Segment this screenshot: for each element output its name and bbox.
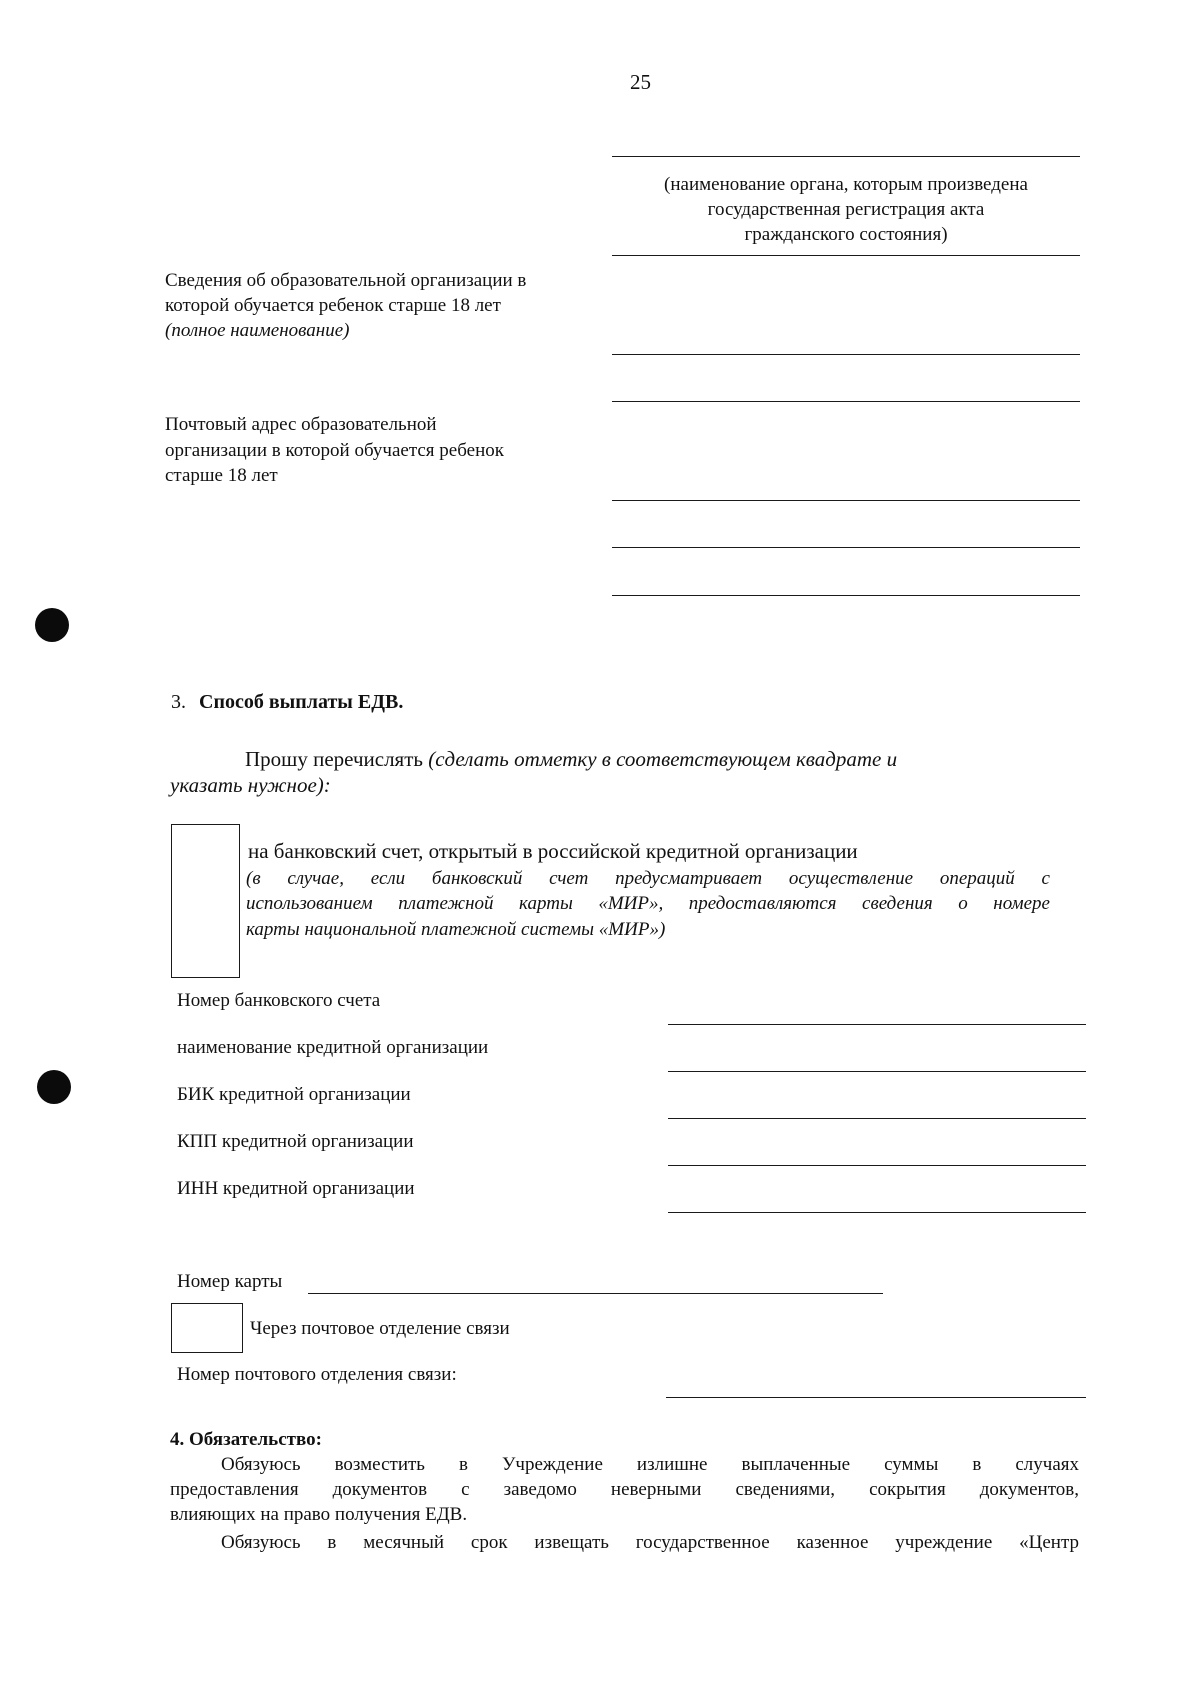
post-office-number-label: Номер почтового отделения связи:	[177, 1364, 457, 1385]
commitment-para1-line3: влияющих на право получения ЕДВ.	[170, 1504, 468, 1525]
payment-request-line-1	[245, 747, 897, 772]
education-org-label-3: (полное наименование)	[165, 320, 350, 341]
bank-card-note-2: использованием платежной карты «МИР», предоставляются сведения о номере	[246, 893, 1050, 914]
section3-number: 3.	[171, 691, 186, 713]
credit-org-kpp-label: КПП кредитной организации	[177, 1131, 414, 1152]
post-office-checkbox[interactable]	[171, 1303, 243, 1353]
bank-account-number-label: Номер банковского счета	[177, 990, 381, 1011]
commitment-para2-line1: Обязуюсь в месячный срок извещать государственное казенное учреждение «Центр	[221, 1532, 1079, 1553]
post-office-option-label: Через почтовое отделение связи	[250, 1318, 510, 1339]
education-org-label-1: Сведения об образовательной организации в	[165, 270, 527, 291]
commitment-para1-line2: предоставления документов с заведомо неверными сведениями, сокрытия документов,	[170, 1479, 1079, 1500]
education-org-name-line-1[interactable]	[612, 354, 1080, 355]
registry-authority-line-bottom	[612, 255, 1080, 256]
section3-title: Способ выплаты ЕДВ.	[199, 691, 404, 713]
registry-caption-1: (наименование органа, которым произведена	[664, 174, 1028, 195]
credit-org-bik-label: БИК кредитной организации	[177, 1084, 411, 1105]
postal-address-line-1[interactable]	[612, 500, 1080, 501]
payment-request-instruction-1: (сделать отметку в соответствующем квадрате и	[428, 747, 898, 771]
registry-caption-2: государственная регистрация акта	[707, 199, 985, 220]
card-number-label: Номер карты	[177, 1271, 283, 1292]
post-office-number-line[interactable]	[666, 1397, 1086, 1398]
card-number-line[interactable]	[308, 1293, 883, 1294]
bank-card-note-1: (в случае, если банковский счет предусматривает осуществление операций с	[246, 868, 1050, 889]
credit-org-name-label: наименование кредитной организации	[177, 1037, 489, 1058]
postal-address-label-3: старше 18 лет	[165, 465, 278, 486]
bank-account-option-label: на банковский счет, открытый в российской кредитной организации	[248, 839, 858, 863]
registry-caption-3: гражданского состояния)	[744, 224, 948, 245]
section3-heading	[171, 690, 403, 715]
bank-account-checkbox[interactable]	[171, 824, 240, 978]
education-org-name-line-2[interactable]	[612, 401, 1080, 402]
postal-address-line-3[interactable]	[612, 595, 1080, 596]
bank-card-note-3: карты национальной платежной системы «МИР»)	[246, 919, 666, 940]
payment-request-text: Прошу перечислять	[245, 747, 429, 771]
binder-hole-top	[35, 608, 69, 642]
page-number: 25	[630, 70, 651, 94]
education-org-label-2: которой обучается ребенок старше 18 лет	[165, 295, 501, 316]
credit-org-name-line[interactable]	[668, 1071, 1086, 1072]
credit-org-inn-line[interactable]	[668, 1212, 1086, 1213]
section4-title: 4. Обязательство:	[170, 1429, 322, 1450]
credit-org-inn-label: ИНН кредитной организации	[177, 1178, 415, 1199]
postal-address-line-2[interactable]	[612, 547, 1080, 548]
bank-account-number-line[interactable]	[668, 1024, 1086, 1025]
postal-address-label-1: Почтовый адрес образовательной	[165, 414, 437, 435]
credit-org-bik-line[interactable]	[668, 1118, 1086, 1119]
payment-request-instruction-2: указать нужное):	[170, 773, 331, 797]
registry-authority-line-top[interactable]	[612, 156, 1080, 157]
commitment-para1-line1: Обязуюсь возместить в Учреждение излишне выплаченные суммы в случаях	[221, 1454, 1079, 1475]
credit-org-kpp-line[interactable]	[668, 1165, 1086, 1166]
postal-address-label-2: организации в которой обучается ребенок	[165, 440, 504, 461]
binder-hole-bottom	[37, 1070, 71, 1104]
